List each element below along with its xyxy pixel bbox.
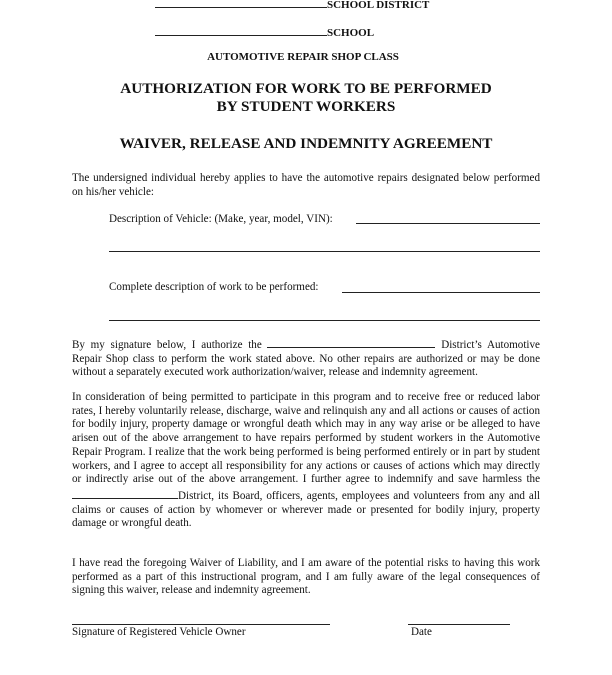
owner-signature-label: Signature of Registered Vehicle Owner (72, 626, 246, 638)
consideration-district-label: District, (178, 489, 215, 502)
work-description-line-2[interactable] (109, 320, 540, 321)
intro-paragraph: The undersigned individual hereby applies to have the automotive repairs designated below performed on his/her vehicle: (72, 172, 540, 198)
school-line (155, 24, 374, 39)
acknowledgement-paragraph: I have read the foregoing Waiver of Liability, and I am aware of the potential risks to having this work performed as a part of this instructional program, and I am fully aware of the legal consequences of signing this waiver, release and indemnity agreement. (72, 557, 540, 597)
authorization-text-end: District’s Automotive Repair Shop class to perform the work stated above. No other repairs are authorized or may be done without a separately executed work authorization/waiver, release and indemnity agreement. (72, 339, 540, 379)
consideration-text-start: In consideration of being permitted to participate in this program and to receive free or reduced labor rates, I hereby voluntarily release, discharge, waive and relinquish any and all actions or causes of action for bodily injury, property damage or wrongful death which may in any way arise or be alleged to have arisen out of the above arrangement to have repairs performed by student workers in the Automotive Repair Program. I realize that the work being performed is being performed entirely or in part by student workers, and I agree to accept all responsibility for any actions or causes of actions which may directly or indirectly arise out of the above arrangement. I further agree to indemnify and save harmless the (72, 391, 540, 486)
work-description-line-1[interactable] (342, 292, 540, 293)
school-district-label: SCHOOL DISTRICT (327, 0, 430, 11)
vehicle-description-label: Description of Vehicle: (Make, year, model, VIN): (109, 213, 333, 225)
authorization-title-line1: AUTHORIZATION FOR WORK TO BE PERFORMED (120, 80, 492, 97)
work-description-label: Complete description of work to be performed: (109, 281, 319, 293)
date-label: Date (411, 626, 432, 638)
authorization-paragraph (72, 336, 540, 380)
authorization-title-line2: BY STUDENT WORKERS (216, 98, 396, 115)
waiver-title: WAIVER, RELEASE AND INDEMNITY AGREEMENT (119, 135, 493, 152)
indemnify-district-blank[interactable] (72, 487, 178, 499)
school-label: SCHOOL (327, 27, 375, 39)
vehicle-description-line-2[interactable] (109, 251, 540, 252)
authorization-title (0, 80, 612, 116)
consideration-text-end: its Board, officers, agents, employees and volunteers from any and all claims or causes of action by whomever or wherever made or presented for bodily injury, property damage or wrongful death. (72, 489, 540, 530)
vehicle-description-line-1[interactable] (356, 223, 540, 224)
school-district-line (155, 0, 429, 11)
date-signature-line[interactable] (408, 624, 510, 625)
authorization-district-blank[interactable] (267, 336, 435, 348)
authorization-text-start: By my signature below, I authorize the (72, 339, 262, 351)
school-name-blank[interactable] (155, 24, 327, 36)
owner-signature-line[interactable] (72, 624, 330, 625)
class-name: AUTOMOTIVE REPAIR SHOP CLASS (207, 51, 399, 63)
district-name-blank[interactable] (155, 0, 327, 8)
consideration-paragraph (72, 391, 540, 531)
